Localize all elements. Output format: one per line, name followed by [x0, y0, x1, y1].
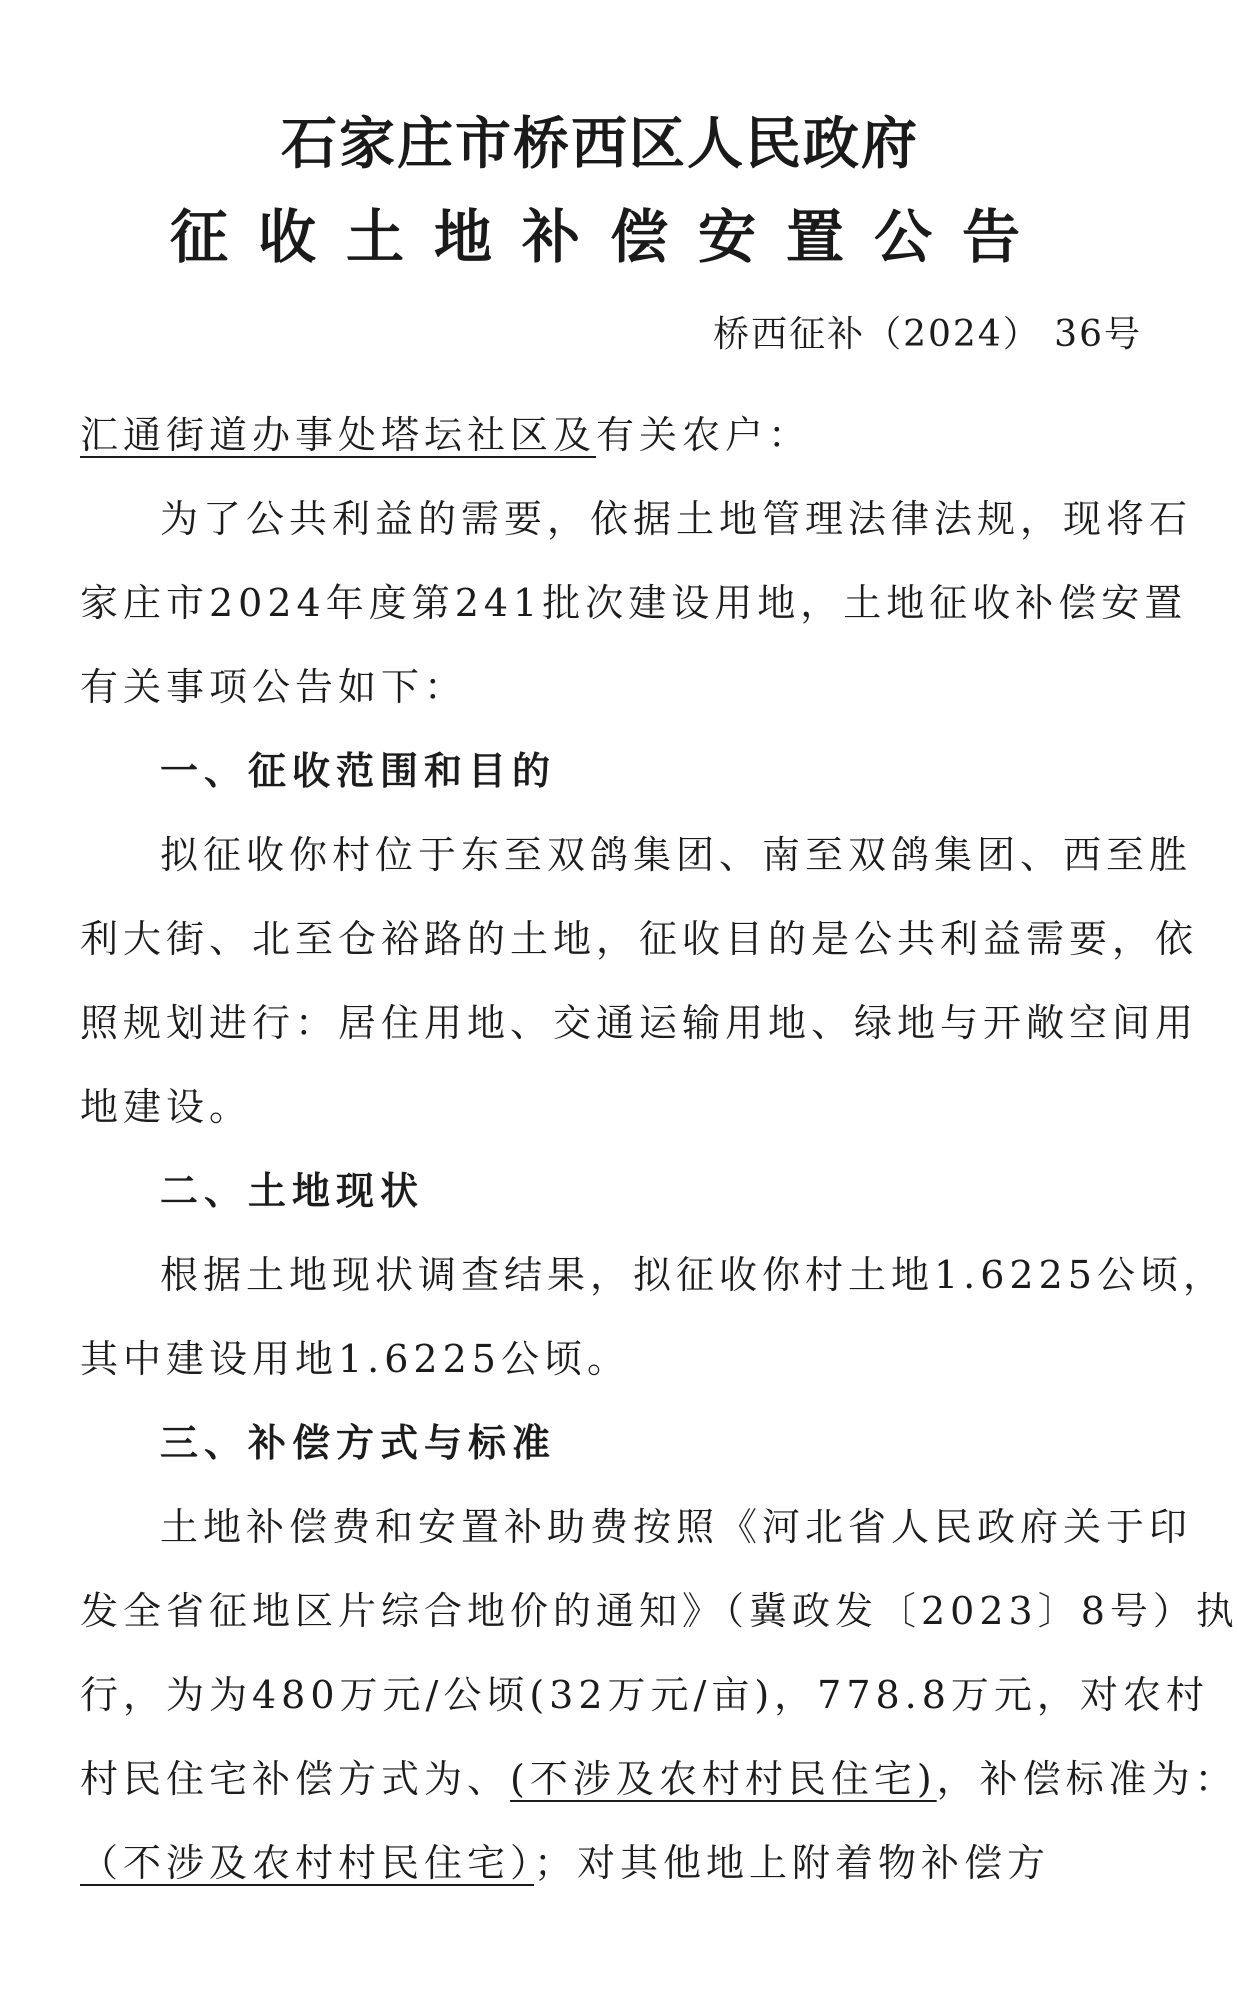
addressee-rest: 有关农户： — [596, 413, 812, 457]
section-3-line-4-post: ，补偿标准为： — [936, 1757, 1238, 1801]
section-2-heading: 二、土地现状 — [160, 1168, 425, 1213]
section-3-heading: 三、补偿方式与标准 — [160, 1420, 557, 1465]
issuer-title: 石家庄市桥西区人民政府 — [281, 111, 919, 177]
section-1-heading: 一、征收范围和目的 — [160, 748, 557, 793]
section-3-line-1: 土地补偿费和安置补助费按照《河北省人民政府关于印 — [160, 1505, 1193, 1549]
intro-line-1: 为了公共利益的需要，依据土地管理法律法规，现将石 — [160, 497, 1193, 541]
section-3-line-4-pre: 村民住宅补偿方式为、 — [80, 1757, 511, 1801]
section-3-line-3: 行，为为480万元/公顷(32万元/亩)，778.8万元，对农村 — [80, 1673, 1209, 1717]
intro-line-2: 家庄市2024年度第241批次建设用地，土地征收补偿安置 — [80, 581, 1188, 625]
section-1-line-1: 拟征收你村位于东至双鸽集团、南至双鸽集团、西至胜 — [160, 833, 1193, 877]
section-3-line-5-post: ；对其他地上附着物补偿方 — [534, 1841, 1051, 1885]
section-3-line-4-underlined: (不涉及农村村民住宅) — [510, 1757, 937, 1801]
section-3-line-2: 发全省征地区片综合地价的通知》（冀政发〔2023〕8号）执 — [80, 1589, 1239, 1633]
section-2-line-1: 根据土地现状调查结果，拟征收你村土地1.6225公顷， — [160, 1253, 1226, 1297]
section-1-line-4: 地建设。 — [80, 1085, 253, 1129]
addressee-line — [80, 404, 811, 459]
document-number: 桥西征补（2024） 36号 — [713, 314, 1142, 355]
section-3-line-5-underlined: （不涉及农村村民住宅） — [80, 1841, 535, 1885]
notice-title: 征收土地补偿安置公告 — [169, 203, 1050, 271]
section-1-line-3: 照规划进行：居住用地、交通运输用地、绿地与开敞空间用 — [80, 1001, 1199, 1045]
section-2-line-2: 其中建设用地1.6225公顷。 — [80, 1337, 630, 1381]
intro-line-3: 有关事项公告如下： — [80, 665, 468, 709]
section-3-line-5 — [80, 1832, 1050, 1887]
section-1-line-2: 利大街、北至仓裕路的土地，征收目的是公共利益需要，依 — [80, 917, 1199, 961]
section-3-line-4 — [80, 1748, 1238, 1803]
addressee-underlined: 汇通街道办事处塔坛社区及 — [80, 413, 597, 457]
